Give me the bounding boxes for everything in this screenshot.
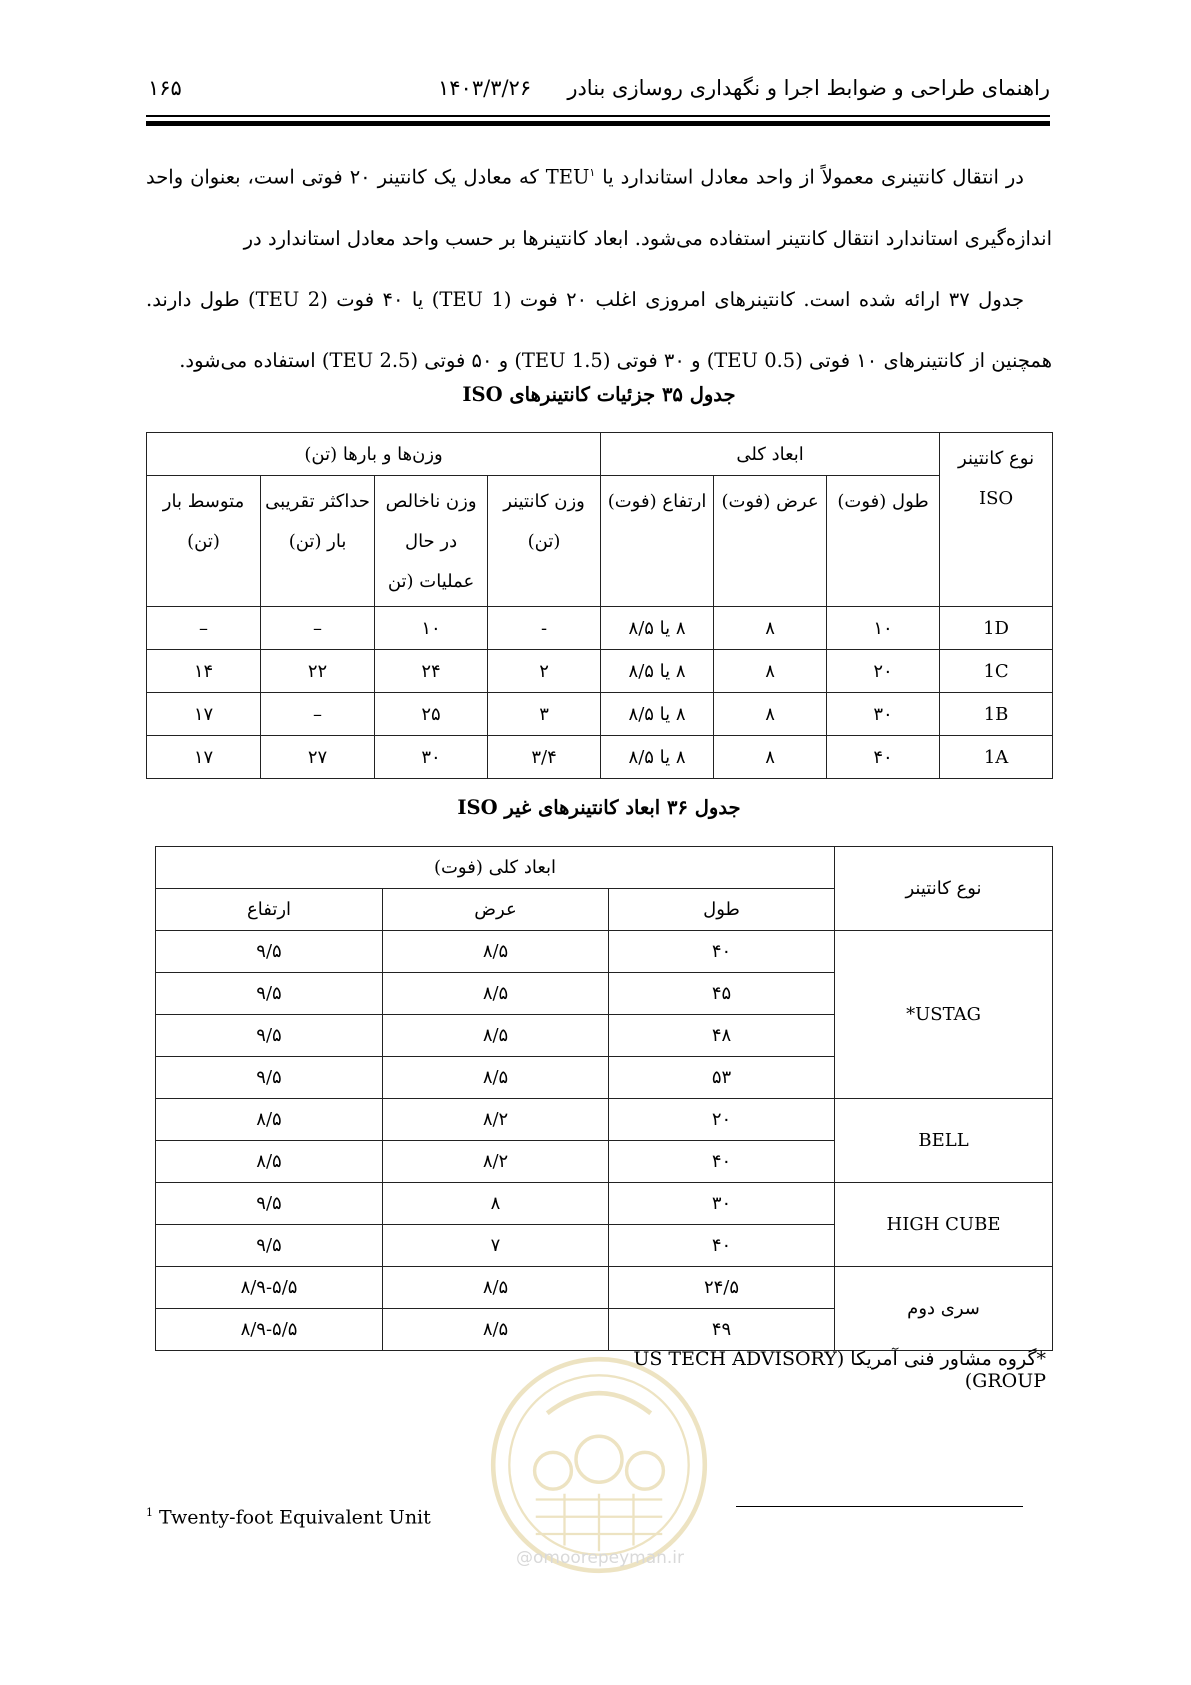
table35-cell-length: ۴۰ [827,736,940,779]
table35-caption: جدول ۳۵ جزئیات کانتینرهای ISO [462,383,736,406]
footnote-ref: ۱ [589,166,596,179]
seal-icon [484,1350,714,1580]
table35-cell-height: ۸ یا ۸/۵ [601,607,714,650]
table36-cell-length: ۴۰ [609,931,835,973]
table36-cell-type: USTAG* [835,931,1053,1099]
table35-cell-avg-load: ۱۴ [147,650,261,693]
table35-cell-net-weight: ۱۰ [375,607,488,650]
footnote-number: 1 [146,1506,153,1519]
table35-cell-width: ۸ [714,607,827,650]
table35-cell-height: ۸ یا ۸/۵ [601,736,714,779]
table36-header-height: ارتفاع [156,889,383,931]
table35-cell-width: ۸ [714,693,827,736]
table36-cell-length: ۵۳ [609,1057,835,1099]
table35-cell-container-weight: ۳/۴ [488,736,601,779]
table36-cell-length: ۲۰ [609,1099,835,1141]
table35-cell-container-weight: - [488,607,601,650]
table36-cell-height: ۸/۵ [156,1141,383,1183]
table36-cell-width: ۸/۵ [383,1267,609,1309]
table35-cell-max-load: ۲۷ [261,736,375,779]
table36-cell-height: ۹/۵ [156,1015,383,1057]
body-paragraph [146,142,1052,391]
table35-cell-net-weight: ۲۵ [375,693,488,736]
table35-cell-max-load: – [261,607,375,650]
table35-cell-container-weight: ۳ [488,693,601,736]
table35-cell-type: 1B [940,693,1053,736]
table36-cell-height: ۸/۵ [156,1099,383,1141]
table36-cell-width: ۷ [383,1225,609,1267]
table-row [147,736,1053,779]
table35-header-width: عرض (فوت) [714,476,827,607]
table35-cell-container-weight: ۲ [488,650,601,693]
table35-header-weights: وزن‌ها و بارها (تن) [147,433,601,476]
table-row [147,693,1053,736]
table36-cell-type: HIGH CUBE [835,1183,1053,1267]
table36-cell-length: ۴۰ [609,1141,835,1183]
table35-cell-height: ۸ یا ۸/۵ [601,693,714,736]
table35-header-height: ارتفاع (فوت) [601,476,714,607]
table36-cell-type: سری دوم [835,1267,1053,1351]
table35-header-net-weight: وزن ناخالص در حال عملیات (تن [375,476,488,607]
table35-cell-height: ۸ یا ۸/۵ [601,650,714,693]
table36-cell-width: ۸/۵ [383,931,609,973]
table35-cell-length: ۲۰ [827,650,940,693]
table35-header-container-weight: وزن کانتینر (تن) [488,476,601,607]
table-row [156,1183,1053,1225]
table35-header-dims: ابعاد کلی [601,433,940,476]
footnote [146,1506,431,1528]
table35-cell-length: ۳۰ [827,693,940,736]
table36-header-width: عرض [383,889,609,931]
table36-cell-length: ۳۰ [609,1183,835,1225]
table35 [146,432,1053,779]
table35-cell-net-weight: ۳۰ [375,736,488,779]
table36-cell-height: ۸/۹-۵/۵ [156,1309,383,1351]
table36-cell-height: ۹/۵ [156,973,383,1015]
table35-header-max-load: حداکثر تقریبی بار (تن) [261,476,375,607]
table35-header-type: نوع کانتینر ISO [940,433,1053,607]
table35-cell-length: ۱۰ [827,607,940,650]
table36-cell-width: ۸/۵ [383,1015,609,1057]
table35-cell-max-load: – [261,693,375,736]
table-row [156,931,1053,973]
table35-cell-width: ۸ [714,736,827,779]
table35-cell-avg-load: – [147,607,261,650]
table36-cell-width: ۸/۲ [383,1141,609,1183]
watermark-text: @omoorepeyman.ir [515,1548,685,1568]
table36-cell-length: ۴۹ [609,1309,835,1351]
table35-cell-avg-load: ۱۷ [147,693,261,736]
table36-cell-length: ۴۵ [609,973,835,1015]
table36 [155,846,1053,1351]
table35-cell-net-weight: ۲۴ [375,650,488,693]
table35-cell-avg-load: ۱۷ [147,736,261,779]
paragraph-part2: که معادل یک کانتینر ۲۰ فوتی است، بعنوان واحد اندازه‌گیری استاندارد انتقال کانتینر استفاده می‌شود. ابعاد کانتینرها بر حسب واحد معادل استاندارد در [146,165,1052,250]
table36-cell-length: ۲۴/۵ [609,1267,835,1309]
table36-cell-height: ۹/۵ [156,1057,383,1099]
header-rule-thick [146,121,1050,126]
table-row [147,607,1053,650]
table36-caption: جدول ۳۶ ابعاد کانتینرهای غیر ISO [457,796,741,819]
table36-header-length: طول [609,889,835,931]
table-row [147,650,1053,693]
table36-cell-type: BELL [835,1099,1053,1183]
table-row [156,1099,1053,1141]
footnote-text: Twenty-foot Equivalent Unit [159,1506,431,1529]
table36-cell-width: ۸/۵ [383,1309,609,1351]
header-date: ۱۴۰۳/۳/۲۶ [438,76,532,100]
paragraph-part1: در انتقال کانتینری معمولاً از واحد معادل استاندارد یا TEU [545,165,1024,189]
table36-cell-width: ۸ [383,1183,609,1225]
table36-cell-height: ۸/۹-۵/۵ [156,1267,383,1309]
table35-cell-type: 1A [940,736,1053,779]
table36-cell-length: ۴۰ [609,1225,835,1267]
table36-cell-height: ۹/۵ [156,931,383,973]
table35-header-length: طول (فوت) [827,476,940,607]
table36-cell-width: ۸/۲ [383,1099,609,1141]
table35-cell-width: ۸ [714,650,827,693]
table35-cell-max-load: ۲۲ [261,650,375,693]
header-rule-thin [146,115,1050,117]
table36-cell-width: ۸/۵ [383,973,609,1015]
table35-cell-type: 1C [940,650,1053,693]
page-number: ۱۶۵ [148,76,182,100]
footnote-separator [736,1506,1023,1507]
table36-cell-width: ۸/۵ [383,1057,609,1099]
table36-header-dims: ابعاد کلی (فوت) [156,847,835,889]
table35-header-avg-load: متوسط بار (تن) [147,476,261,607]
table36-cell-height: ۹/۵ [156,1225,383,1267]
header-title: راهنمای طراحی و ضوابط اجرا و نگهداری روسازی بنادر [567,76,1050,100]
table36-note: *گروه مشاور فنی آمریکا (US TECH ADVISORY GROUP) [633,1348,1046,1392]
table36-cell-length: ۴۸ [609,1015,835,1057]
table35-cell-type: 1D [940,607,1053,650]
table-row [156,1267,1053,1309]
paragraph-part3: جدول ۳۷ ارائه شده است. کانتینرهای امروزی اغلب ۲۰ فوت (1 TEU) یا ۴۰ فوت (2 TEU) طول دارند. همچنین از کانتینرهای ۱۰ فوتی (0.5 TEU) و ۳۰ فوتی (1.5 TEU) و ۵۰ فوتی (2.5 TEU) استفاده می‌شود. [146,287,1052,372]
table36-header-type: نوع کانتینر [835,847,1053,931]
table36-cell-height: ۹/۵ [156,1183,383,1225]
